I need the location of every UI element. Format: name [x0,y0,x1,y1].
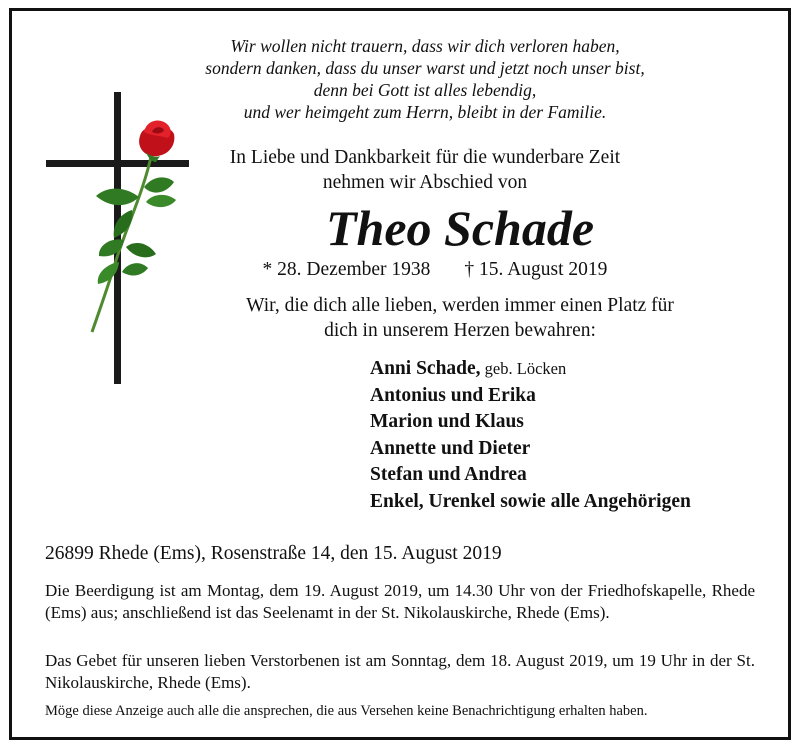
poem-line: sondern danken, dass du unser warst und jetzt noch unser bist, [205,58,645,78]
prayer-info: Das Gebet für unseren lieben Verstorbenen ist am Sonntag, dem 18. August 2019, um 19 Uhr in der St. Nikolauskirche, Rhede (Ems). [45,651,755,692]
intro-line: In Liebe und Dankbarkeit für die wunderbare Zeit [229,147,621,168]
intro-line: nehmen wir Abschied von [322,172,528,193]
mourner-item: Marion und Klaus [370,411,524,432]
poem-line: Wir wollen nicht trauern, dass wir dich verloren haben, [230,36,620,56]
mourner-item: Stefan und Andrea [370,464,527,485]
poem-line: und wer heimgeht zum Herrn, bleibt in der Familie. [243,102,607,122]
notice-footnote: Möge diese Anzeige auch alle die ansprechen, die aus Versehen keine Benachrichtigung erhalten haben. [45,703,648,719]
deceased-name: Theo Schade [325,200,595,256]
poem-line: denn bei Gott ist alles lebendig, [313,80,537,100]
address-line: 26899 Rhede (Ems), Rosenstraße 14, den 15. August 2019 [45,543,502,564]
maiden-name: geb. Löcken [480,359,567,378]
mourner-name: Anni Schade, [370,358,481,379]
mourner-item: Antonius und Erika [370,384,536,406]
birth-date: * 28. Dezember 1938 [262,259,431,280]
mourner-item: Enkel, Urenkel sowie alle Angehörigen [370,490,691,512]
funeral-info: Die Beerdigung ist am Montag, dem 19. August 2019, um 14.30 Uhr von der Friedhofskapelle, Rhede (Ems) aus; anschließend ist das Seelenamt in der St. Nikolauskirche, Rhede (Ems). [45,581,755,622]
farewell-line: Wir, die dich alle lieben, werden immer einen Platz für [246,295,674,316]
mourner-item [370,356,790,383]
farewell-text [190,293,730,343]
farewell-line: dich in unserem Herzen bewahren: [324,320,596,341]
poem [190,35,660,123]
mourners-list [370,356,790,515]
cross-with-rose-icon [44,92,194,392]
death-date: † 15. August 2019 [464,259,608,280]
mourner-item: Annette und Dieter [370,437,531,459]
intro-text [190,145,660,195]
life-dates [190,257,680,282]
